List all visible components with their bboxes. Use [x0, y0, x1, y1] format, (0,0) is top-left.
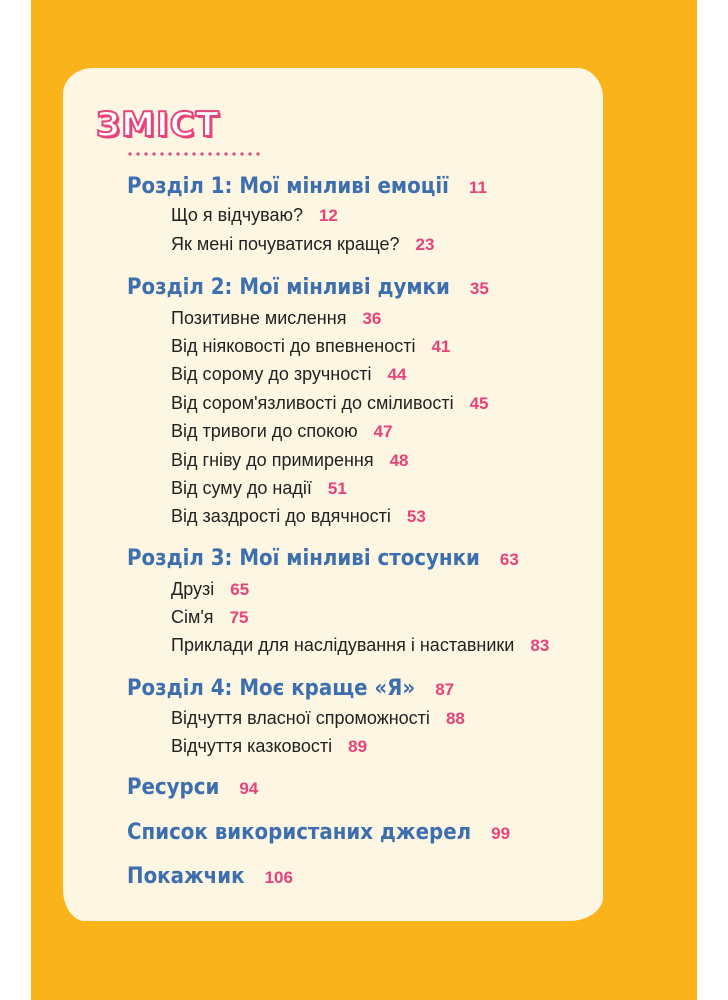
toc-label: Що я відчуваю?	[171, 205, 303, 225]
toc-section[interactable]	[171, 309, 381, 327]
toc-label: Від ніяковості до впевненості	[171, 336, 416, 356]
toc-label: Від заздрості до вдячності	[171, 506, 391, 526]
toc-label: Сім'я	[171, 607, 214, 627]
toc-chapter-1[interactable]	[127, 176, 487, 198]
toc-page-number: 47	[373, 422, 393, 441]
toc-section[interactable]	[171, 507, 426, 525]
title-dotted-underline	[126, 152, 262, 156]
toc-page-number: 35	[469, 279, 489, 298]
toc-label: Від сором'язливості до сміливості	[171, 393, 454, 413]
toc-page-number: 51	[327, 479, 347, 498]
toc-page-number: 36	[362, 309, 382, 328]
toc-label: Список використаних джерел	[127, 820, 472, 845]
toc-bibliography[interactable]	[127, 822, 510, 844]
toc-label: Розділ 4: Моє краще «Я»	[127, 676, 416, 701]
toc-label: Розділ 1: Мої мінливі емоції	[127, 174, 449, 199]
toc-label: Приклади для наслідування і наставники	[171, 635, 515, 655]
toc-label: Відчуття казковості	[171, 736, 333, 756]
toc-chapter-3[interactable]	[127, 548, 519, 570]
toc-label: Від суму до надії	[171, 478, 312, 498]
toc-section[interactable]	[171, 422, 393, 440]
toc-resources[interactable]	[127, 777, 258, 799]
toc-page-number: 12	[318, 206, 338, 225]
toc-index[interactable]	[127, 866, 293, 888]
toc-page-number: 83	[530, 636, 550, 655]
toc-section[interactable]	[171, 451, 409, 469]
toc-chapter-4[interactable]	[127, 678, 454, 700]
toc-page-number: 45	[469, 394, 489, 413]
toc-label: Від тривоги до спокою	[171, 421, 358, 441]
toc-page-number: 44	[387, 365, 407, 384]
toc-section[interactable]	[171, 636, 549, 654]
toc-page-number: 87	[435, 680, 455, 699]
toc-section[interactable]	[171, 737, 367, 755]
toc-page-number: 53	[406, 507, 426, 526]
toc-page-number: 63	[499, 550, 519, 569]
toc-label: Друзі	[171, 579, 215, 599]
toc-page-number: 106	[264, 868, 293, 887]
toc-section[interactable]	[171, 394, 489, 412]
toc-page-number: 75	[229, 608, 249, 627]
toc-section[interactable]	[171, 206, 338, 224]
contents-title: ЗМІСТ	[96, 105, 220, 145]
toc-label: Розділ 3: Мої мінливі стосунки	[127, 546, 480, 571]
toc-section[interactable]	[171, 709, 465, 727]
toc-label: Покажчик	[127, 864, 245, 889]
toc-page-number: 89	[348, 737, 368, 756]
toc-label: Як мені почуватися краще?	[171, 234, 400, 254]
toc-section[interactable]	[171, 235, 434, 253]
toc-section[interactable]	[171, 479, 347, 497]
toc-page-number: 99	[491, 824, 511, 843]
toc-page-number: 65	[230, 580, 250, 599]
toc-section[interactable]	[171, 365, 406, 383]
toc-label: Від гніву до примирення	[171, 450, 374, 470]
toc-label: Ресурси	[127, 775, 220, 800]
toc-chapter-2[interactable]	[127, 277, 489, 299]
toc-page-number: 23	[415, 235, 435, 254]
toc-page-number: 94	[239, 779, 259, 798]
toc-label: Від сорому до зручності	[171, 364, 372, 384]
toc-section[interactable]	[171, 608, 248, 626]
toc-label: Відчуття власної спроможності	[171, 708, 430, 728]
toc-section[interactable]	[171, 580, 249, 598]
toc-page-number: 11	[468, 178, 487, 197]
toc-label: Розділ 2: Мої мінливі думки	[127, 275, 450, 300]
toc-section[interactable]	[171, 337, 450, 355]
toc-label: Позитивне мислення	[171, 308, 347, 328]
toc-page-number: 88	[445, 709, 465, 728]
toc-page-number: 41	[431, 337, 451, 356]
toc-page-number: 48	[389, 451, 409, 470]
